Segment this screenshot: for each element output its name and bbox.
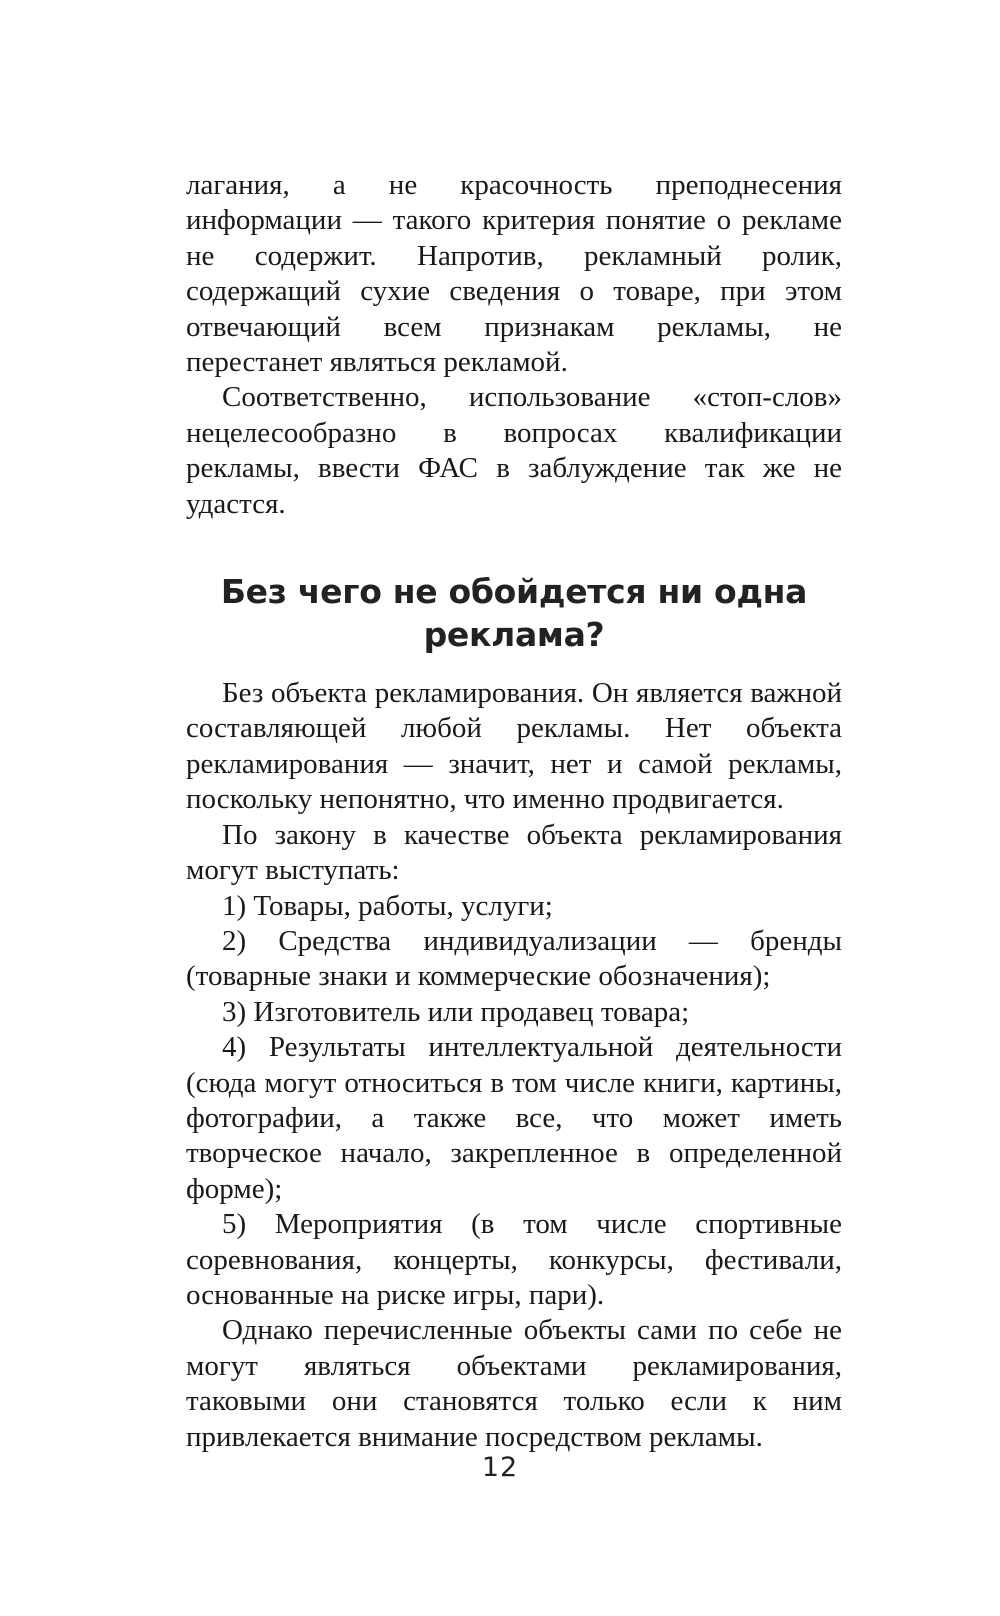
section-heading: Без чего не обойдется ни одна реклама? xyxy=(220,572,808,655)
body-paragraph: Однако перечисленные объекты сами по себе не могут являться объектами рекламирования, таковыми они становятся только если к ним привлекается внимание посредством рекламы. xyxy=(186,1314,842,1453)
body-paragraph: Без объекта рекламирования. Он является важной составляющей любой рекламы. Нет объекта рекламирования — значит, нет и самой рекламы, поскольку непонятно, что именно продвигается. xyxy=(186,677,842,816)
list-item: 5) Мероприятия (в том числе спортивные соревнования, концерты, конкурсы, фестивали, основанные на риске игры, пари). xyxy=(186,1208,842,1311)
page-number: 12 xyxy=(481,1452,519,1483)
list-item: 3) Изготовитель или продавец товара; xyxy=(222,995,690,1028)
page-body xyxy=(186,168,842,1455)
body-paragraph: Соответственно, использование «стоп-слов» нецелесообразно в вопросах квалификации рекламы, ввести ФАС в заблуждение так же не удастся. xyxy=(186,381,842,520)
list-item: 2) Средства индивидуализации — бренды (товарные знаки и коммерческие обозначения); xyxy=(186,924,842,993)
list-item: 4) Результаты интеллектуальной деятельности (сюда могут относиться в том числе книги, картины, фотографии, а также все, что может иметь творческое начало, закрепленное в определенной форме); xyxy=(186,1031,842,1205)
body-paragraph: По закону в качестве объекта рекламирования могут выступать: xyxy=(186,818,842,887)
list-item: 1) Товары, работы, услуги; xyxy=(222,889,553,922)
body-paragraph: лагания, а не красочность преподнесения информации — такого критерия понятие о рекламе не содержит. Напротив, рекламный ролик, содержащий сухие сведения о товаре, при этом отвечающий всем признакам рекламы, не перестанет являться рекламой. xyxy=(186,169,842,379)
